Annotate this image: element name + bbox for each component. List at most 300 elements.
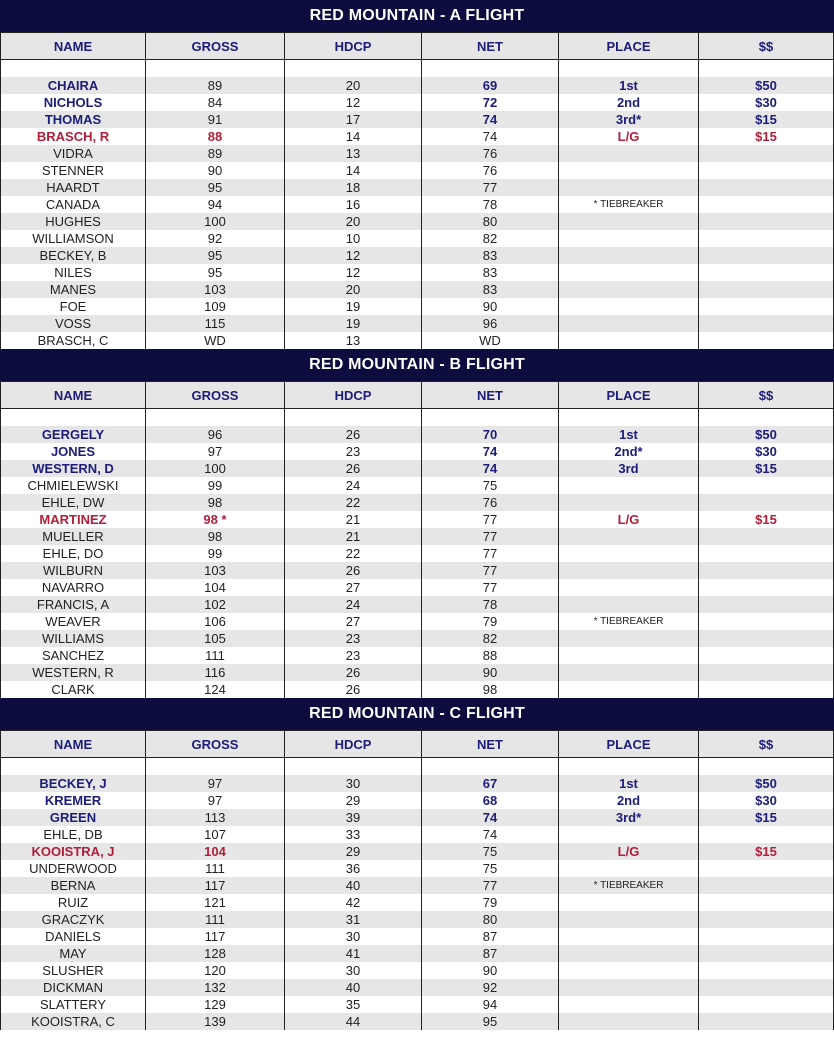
payout [698,613,834,630]
net-score: 77 [421,562,558,579]
table-row [0,179,834,196]
player-name: MARTINEZ [0,511,145,528]
table-row [0,664,834,681]
handicap: 24 [284,596,421,613]
column-header-net: NET [421,33,558,59]
net-score: WD [421,332,558,349]
player-name: EHLE, DB [0,826,145,843]
handicap: 23 [284,443,421,460]
player-name: SLATTERY [0,996,145,1013]
place: 2nd [558,792,698,809]
net-score: 98 [421,681,558,698]
net-score: 90 [421,298,558,315]
gross-score: 111 [145,647,284,664]
handicap: 26 [284,562,421,579]
place [558,1013,698,1030]
payout [698,596,834,613]
net-score: 79 [421,613,558,630]
handicap: 30 [284,775,421,792]
net-score: 76 [421,162,558,179]
net-score: 67 [421,775,558,792]
gross-score: 92 [145,230,284,247]
handicap: 39 [284,809,421,826]
column-header-net: NET [421,382,558,408]
column-header-hdcp: HDCP [284,731,421,757]
player-name: FRANCIS, A [0,596,145,613]
place [558,826,698,843]
net-score: 75 [421,843,558,860]
place [558,894,698,911]
payout [698,630,834,647]
payout: $15 [698,843,834,860]
place [558,264,698,281]
handicap: 18 [284,179,421,196]
handicap: 17 [284,111,421,128]
table-row [0,145,834,162]
handicap: 40 [284,979,421,996]
flight-section [0,349,834,698]
net-score: 78 [421,596,558,613]
place: 3rd* [558,111,698,128]
gross-score: 107 [145,826,284,843]
player-name: KREMER [0,792,145,809]
gross-score: WD [145,332,284,349]
payout [698,894,834,911]
table-row [0,477,834,494]
payout [698,877,834,894]
net-score: 90 [421,664,558,681]
tiebreaker-note: * TIEBREAKER [593,880,664,891]
payout [698,860,834,877]
table-row [0,843,834,860]
payout [698,945,834,962]
table-row [0,562,834,579]
net-score: 75 [421,860,558,877]
handicap: 22 [284,494,421,511]
column-header-gross: GROSS [145,33,284,59]
table-row [0,298,834,315]
gross-score: 84 [145,94,284,111]
place [558,315,698,332]
net-score: 77 [421,877,558,894]
player-name: NILES [0,264,145,281]
gross-score: 103 [145,562,284,579]
gross-score: 132 [145,979,284,996]
place [558,562,698,579]
column-header-place: PLACE [558,731,698,757]
net-score: 74 [421,128,558,145]
net-score: 70 [421,426,558,443]
payout: $15 [698,809,834,826]
payout [698,579,834,596]
tiebreaker-note: * TIEBREAKER [593,616,664,627]
handicap: 13 [284,145,421,162]
place [558,494,698,511]
table-row [0,630,834,647]
place [558,179,698,196]
column-header-money: $$ [698,731,834,757]
place: 1st [558,77,698,94]
place [558,477,698,494]
handicap: 13 [284,332,421,349]
place [558,962,698,979]
gross-score: 120 [145,962,284,979]
flight-title: RED MOUNTAIN - B FLIGHT [0,349,834,381]
payout [698,826,834,843]
table-row [0,315,834,332]
payout [698,664,834,681]
place [558,613,698,630]
payout [698,162,834,179]
gross-score: 100 [145,213,284,230]
net-score: 75 [421,477,558,494]
payout [698,647,834,664]
net-score: 76 [421,494,558,511]
player-name: HUGHES [0,213,145,230]
place [558,877,698,894]
handicap: 42 [284,894,421,911]
player-name: CANADA [0,196,145,213]
gross-score: 95 [145,247,284,264]
net-score: 82 [421,630,558,647]
handicap: 16 [284,196,421,213]
table-row [0,213,834,230]
results-table-body [0,77,834,349]
gross-score: 109 [145,298,284,315]
place: 2nd* [558,443,698,460]
payout: $30 [698,792,834,809]
place: L/G [558,511,698,528]
table-row [0,426,834,443]
player-name: MUELLER [0,528,145,545]
player-name: STENNER [0,162,145,179]
place [558,298,698,315]
handicap: 26 [284,460,421,477]
player-name: WILLIAMS [0,630,145,647]
payout: $50 [698,77,834,94]
player-name: BECKEY, J [0,775,145,792]
player-name: KOOISTRA, J [0,843,145,860]
results-table-body [0,426,834,698]
handicap: 30 [284,928,421,945]
gross-score: 128 [145,945,284,962]
place [558,281,698,298]
column-header-money: $$ [698,382,834,408]
player-name: CHMIELEWSKI [0,477,145,494]
payout [698,196,834,213]
player-name: NICHOLS [0,94,145,111]
handicap: 21 [284,511,421,528]
payout [698,494,834,511]
handicap: 20 [284,213,421,230]
net-score: 68 [421,792,558,809]
payout: $50 [698,426,834,443]
net-score: 78 [421,196,558,213]
column-header-row [0,381,834,409]
table-row [0,230,834,247]
player-name: WEAVER [0,613,145,630]
player-name: KOOISTRA, C [0,1013,145,1030]
gross-score: 139 [145,1013,284,1030]
player-name: WILLIAMSON [0,230,145,247]
table-row [0,247,834,264]
table-row [0,979,834,996]
table-row [0,128,834,145]
place: 1st [558,775,698,792]
net-score: 77 [421,528,558,545]
payout [698,979,834,996]
player-name: MANES [0,281,145,298]
payout [698,996,834,1013]
column-header-gross: GROSS [145,382,284,408]
handicap: 26 [284,681,421,698]
handicap: 29 [284,843,421,860]
table-row [0,511,834,528]
payout: $30 [698,443,834,460]
table-row [0,877,834,894]
place [558,945,698,962]
player-name: WILBURN [0,562,145,579]
column-header-row [0,32,834,60]
gross-score: 89 [145,145,284,162]
column-header-gross: GROSS [145,731,284,757]
player-name: EHLE, DW [0,494,145,511]
net-score: 80 [421,911,558,928]
gross-score: 91 [145,111,284,128]
net-score: 76 [421,145,558,162]
gross-score: 99 [145,477,284,494]
gross-score: 111 [145,860,284,877]
table-row [0,264,834,281]
gross-score: 97 [145,443,284,460]
player-name: JONES [0,443,145,460]
net-score: 79 [421,894,558,911]
player-name: BERNA [0,877,145,894]
player-name: THOMAS [0,111,145,128]
payout: $50 [698,775,834,792]
payout [698,315,834,332]
gross-score: 98 * [145,511,284,528]
payout: $15 [698,111,834,128]
handicap: 14 [284,128,421,145]
handicap: 12 [284,264,421,281]
player-name: GREEN [0,809,145,826]
payout [698,145,834,162]
table-row [0,894,834,911]
payout [698,1013,834,1030]
net-score: 87 [421,945,558,962]
place: 2nd [558,94,698,111]
handicap: 27 [284,613,421,630]
table-row [0,681,834,698]
place: L/G [558,843,698,860]
payout [698,298,834,315]
column-header-place: PLACE [558,33,698,59]
flight-section [0,0,834,349]
gross-score: 97 [145,792,284,809]
spacer-row [0,758,834,775]
handicap: 33 [284,826,421,843]
handicap: 24 [284,477,421,494]
place [558,145,698,162]
net-score: 88 [421,647,558,664]
place [558,162,698,179]
gross-score: 95 [145,264,284,281]
table-row [0,911,834,928]
payout: $15 [698,128,834,145]
payout [698,264,834,281]
column-header-money: $$ [698,33,834,59]
player-name: NAVARRO [0,579,145,596]
table-row [0,928,834,945]
results-table-body [0,775,834,1030]
table-row [0,826,834,843]
net-score: 96 [421,315,558,332]
net-score: 74 [421,826,558,843]
gross-score: 117 [145,928,284,945]
place [558,996,698,1013]
table-row [0,494,834,511]
table-row [0,460,834,477]
payout [698,962,834,979]
payout [698,213,834,230]
place [558,860,698,877]
net-score: 77 [421,179,558,196]
net-score: 74 [421,460,558,477]
table-row [0,111,834,128]
table-row [0,647,834,664]
column-header-hdcp: HDCP [284,33,421,59]
net-score: 72 [421,94,558,111]
table-row [0,332,834,349]
player-name: GERGELY [0,426,145,443]
place [558,979,698,996]
column-header-hdcp: HDCP [284,382,421,408]
gross-score: 96 [145,426,284,443]
net-score: 83 [421,264,558,281]
handicap: 44 [284,1013,421,1030]
gross-score: 121 [145,894,284,911]
place [558,213,698,230]
tiebreaker-note: * TIEBREAKER [593,199,664,210]
column-header-row [0,730,834,758]
table-row [0,996,834,1013]
gross-score: 106 [145,613,284,630]
player-name: CHAIRA [0,77,145,94]
payout: $15 [698,460,834,477]
place [558,579,698,596]
net-score: 95 [421,1013,558,1030]
net-score: 83 [421,247,558,264]
handicap: 23 [284,647,421,664]
place: L/G [558,128,698,145]
net-score: 83 [421,281,558,298]
handicap: 19 [284,315,421,332]
net-score: 90 [421,962,558,979]
flight-section [0,698,834,1030]
place: 3rd* [558,809,698,826]
column-header-name: NAME [0,382,145,408]
table-row [0,94,834,111]
gross-score: 97 [145,775,284,792]
handicap: 29 [284,792,421,809]
place [558,332,698,349]
place [558,911,698,928]
table-row [0,579,834,596]
gross-score: 98 [145,528,284,545]
column-header-name: NAME [0,33,145,59]
handicap: 26 [284,664,421,681]
table-row [0,962,834,979]
gross-score: 124 [145,681,284,698]
net-score: 77 [421,511,558,528]
payout [698,528,834,545]
column-header-name: NAME [0,731,145,757]
player-name: SLUSHER [0,962,145,979]
table-row [0,77,834,94]
table-row [0,809,834,826]
handicap: 40 [284,877,421,894]
place: 3rd [558,460,698,477]
gross-score: 129 [145,996,284,1013]
net-score: 80 [421,213,558,230]
handicap: 23 [284,630,421,647]
place [558,630,698,647]
net-score: 87 [421,928,558,945]
handicap: 14 [284,162,421,179]
handicap: 22 [284,545,421,562]
payout [698,332,834,349]
player-name: CLARK [0,681,145,698]
net-score: 74 [421,111,558,128]
gross-score: 105 [145,630,284,647]
net-score: 74 [421,809,558,826]
gross-score: 89 [145,77,284,94]
player-name: VIDRA [0,145,145,162]
table-row [0,162,834,179]
player-name: GRACZYK [0,911,145,928]
handicap: 10 [284,230,421,247]
payout [698,247,834,264]
player-name: SANCHEZ [0,647,145,664]
place [558,528,698,545]
handicap: 20 [284,77,421,94]
player-name: FOE [0,298,145,315]
handicap: 20 [284,281,421,298]
player-name: DANIELS [0,928,145,945]
handicap: 12 [284,247,421,264]
table-row [0,860,834,877]
flight-title: RED MOUNTAIN - C FLIGHT [0,698,834,730]
player-name: EHLE, DO [0,545,145,562]
payout [698,562,834,579]
flight-title: RED MOUNTAIN - A FLIGHT [0,0,834,32]
place [558,681,698,698]
place [558,196,698,213]
place [558,664,698,681]
table-row [0,613,834,630]
player-name: BECKEY, B [0,247,145,264]
payout [698,545,834,562]
gross-score: 100 [145,460,284,477]
spacer-row [0,409,834,426]
payout [698,928,834,945]
gross-score: 90 [145,162,284,179]
gross-score: 88 [145,128,284,145]
table-row [0,775,834,792]
table-row [0,196,834,213]
gross-score: 113 [145,809,284,826]
